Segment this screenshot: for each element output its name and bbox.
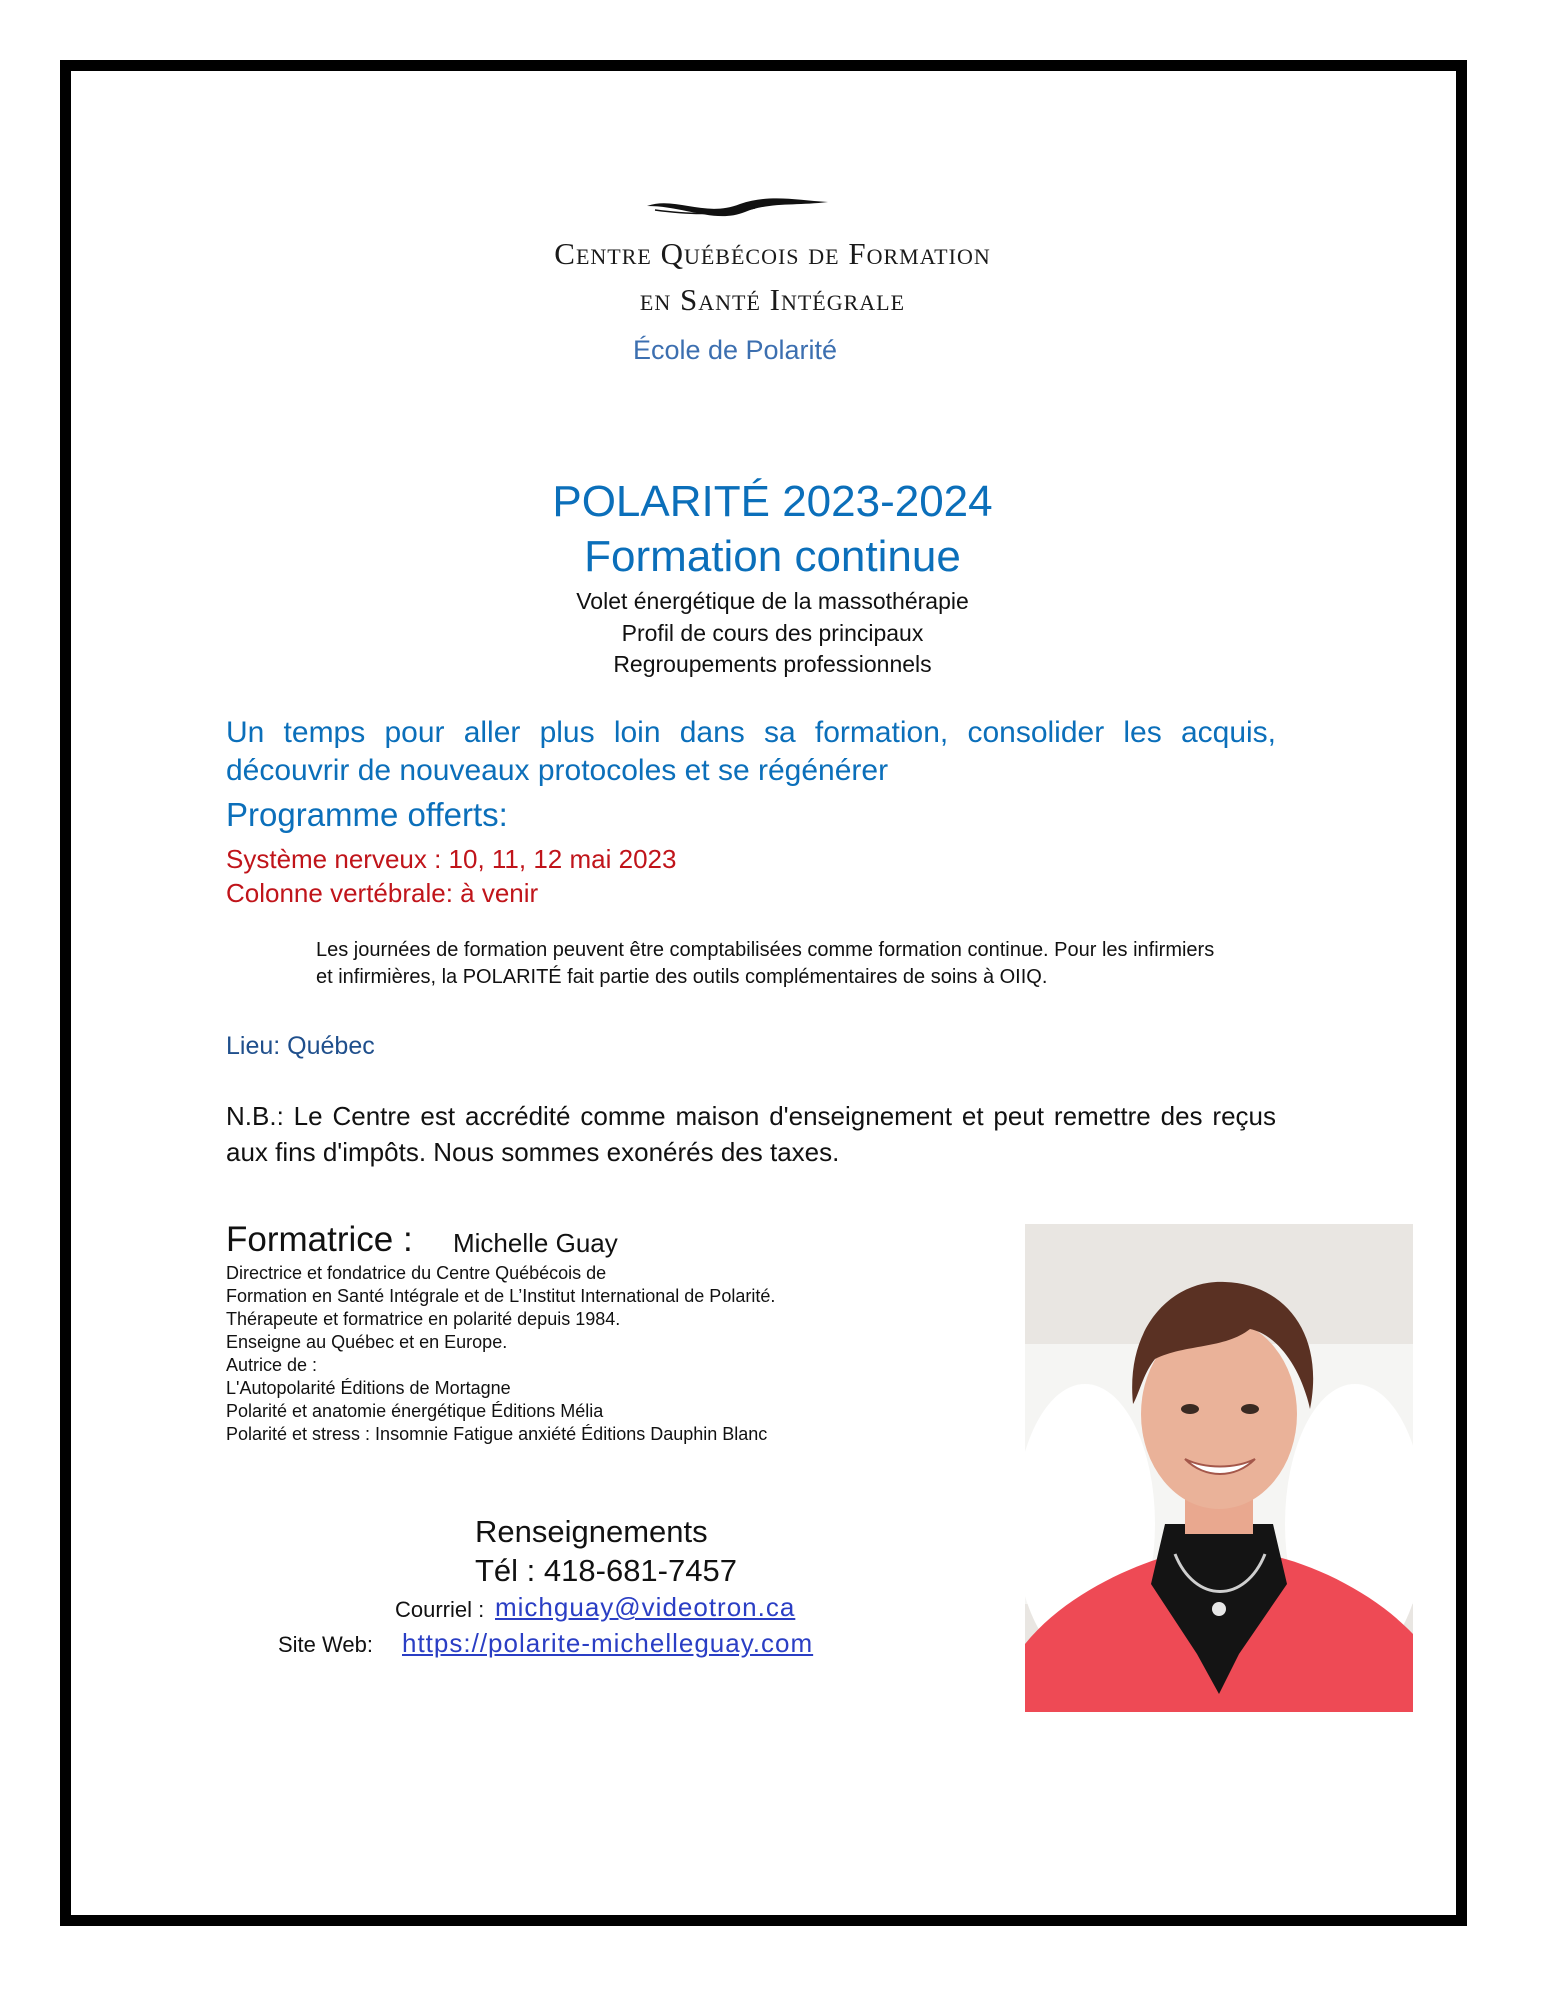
subtitle-line: Volet énergétique de la massothérapie xyxy=(576,588,969,614)
bio-line: Thérapeute et formatrice en polarité depuis 1984. xyxy=(226,1309,621,1329)
school-name: École de Polarité xyxy=(632,335,838,365)
website-link[interactable]: https://polarite-michelleguay.com xyxy=(402,1628,814,1658)
trainer-name: Michelle Guay xyxy=(453,1228,618,1258)
org-name-line1: Centre Québécois de Formation xyxy=(554,236,991,271)
logo-swash-icon xyxy=(645,192,830,222)
phone-number: Tél : 418-681-7457 xyxy=(475,1553,737,1588)
bio-line: Directrice et fondatrice du Centre Québécois de xyxy=(226,1263,607,1283)
email-label: Courriel : xyxy=(395,1597,485,1622)
bio-line: Polarité et stress : Insomnie Fatigue anxiété Éditions Dauphin Blanc xyxy=(226,1424,768,1444)
tagline: Un temps pour aller plus loin dans sa formation, consolider les acquis, découvrir de nouveaux protocoles et se régénérer xyxy=(226,716,1276,787)
location: Lieu: Québec xyxy=(226,1032,375,1060)
contact-heading: Renseignements xyxy=(475,1514,708,1549)
bio-line: L'Autopolarité Éditions de Mortagne xyxy=(226,1378,511,1398)
website-label: Site Web: xyxy=(278,1632,373,1657)
bio-line: Polarité et anatomie énergétique Éditions Mélia xyxy=(226,1401,604,1421)
bio-line: Formation en Santé Intégrale et de L’Institut International de Polarité. xyxy=(226,1286,776,1306)
nb-note: N.B.: Le Centre est accrédité comme maison d'enseignement et peut remettre des reçus aux fins d'impôts. Nous sommes exonérés des taxes. xyxy=(226,1101,1276,1167)
program-item: Colonne vertébrale: à venir xyxy=(226,878,539,908)
continuing-education-note: Les journées de formation peuvent être comptabilisées comme formation continue. Pour les infirmiers et infirmières, la POLARITÉ fait partie des outils complémentaires de soins à OIIQ. xyxy=(316,939,1215,988)
subtitle-line: Profil de cours des principaux xyxy=(621,620,924,646)
program-item: Système nerveux : 10, 11, 12 mai 2023 xyxy=(226,844,677,874)
org-name-line2: en Santé Intégrale xyxy=(639,282,906,317)
programs-heading: Programme offerts: xyxy=(226,796,508,833)
trainer-photo xyxy=(1025,1224,1413,1712)
subtitle-line: Regroupements professionnels xyxy=(613,651,932,677)
email-link[interactable]: michguay@videotron.ca xyxy=(495,1592,796,1622)
bio-line: Enseigne au Québec et en Europe. xyxy=(226,1332,508,1352)
page-subtitle: Formation continue xyxy=(584,532,961,581)
page-title: POLARITÉ 2023-2024 xyxy=(552,477,993,526)
trainer-label: Formatrice : xyxy=(226,1220,413,1259)
bio-line: Autrice de : xyxy=(226,1355,318,1375)
trainer-bio xyxy=(226,1262,775,1446)
